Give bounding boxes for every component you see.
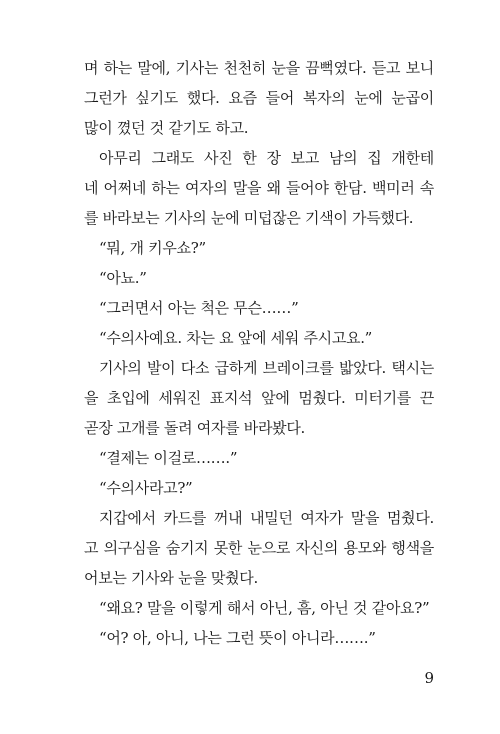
text-line: 아무리 그래도 사진 한 장 보고 남의 집 개한테 [99, 149, 434, 167]
text-line: “수의사예요. 차는 요 앞에 세워 주시고요.” [99, 329, 373, 347]
text-line: “그러면서 아는 척은 무슨……” [99, 299, 299, 317]
text-line: “뭐, 개 키우쇼?” [99, 239, 206, 257]
text-line: 그런가 싶기도 했다. 요즘 들어 복자의 눈에 눈곱이 [84, 89, 434, 107]
body-text [84, 53, 434, 653]
text-line: 어보는 기사와 눈을 맞췄다. [84, 569, 258, 587]
text-line: 며 하는 말에, 기사는 천천히 눈을 끔뻑였다. 듣고 보니 [84, 59, 434, 77]
text-line: “아뇨.” [99, 269, 147, 287]
text-line: 많이 꼈던 것 같기도 하고. [84, 119, 249, 137]
page-number: 9 [424, 669, 434, 687]
text-line: 고 의구심을 숨기지 못한 눈으로 자신의 용모와 행색을 [84, 539, 434, 557]
text-line: “왜요? 말을 이렇게 해서 아닌, 흠, 아닌 것 같아요?” [99, 599, 430, 617]
text-line: 곧장 고개를 돌려 여자를 바라봤다. [84, 419, 306, 437]
text-line: “수의사라고?” [99, 479, 193, 497]
text-line: 을 초입에 세워진 표지석 앞에 멈췄다. 미터기를 끈 [84, 389, 434, 407]
text-line: 기사의 발이 다소 급하게 브레이크를 밟았다. 택시는 [99, 359, 434, 377]
text-line: “결제는 이걸로…….” [99, 449, 238, 467]
text-line: 지갑에서 카드를 꺼내 내밀던 여자가 말을 멈췄다. [99, 509, 434, 527]
text-line: 를 바라보는 기사의 눈에 미덥잖은 기색이 가득했다. [84, 209, 414, 227]
text-line: 네 어쩌네 하는 여자의 말을 왜 들어야 한담. 백미러 속 [84, 179, 434, 197]
text-line: “어? 아, 아니, 나는 그런 뜻이 아니라…….” [99, 629, 376, 647]
